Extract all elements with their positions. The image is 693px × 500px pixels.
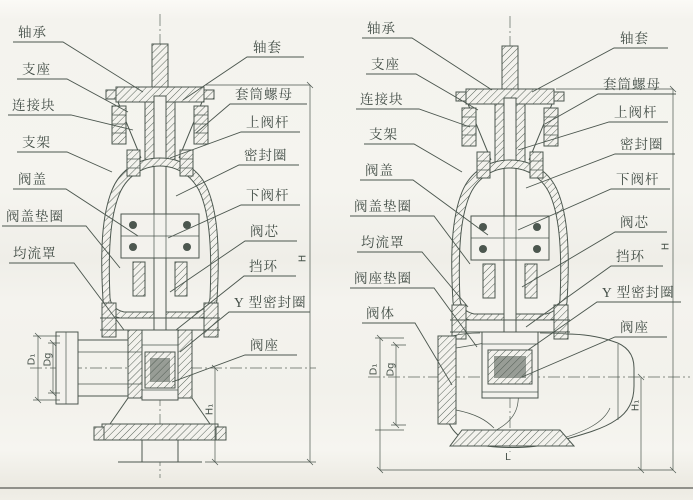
part-label-connector: 连接块 [360,92,404,107]
part-label-valve-body: 阀体 [366,306,395,321]
left-valve-stem-yoke [106,44,214,216]
part-label-retainer-ring: 挡环 [616,249,645,264]
dimension-label-h: H [297,254,309,263]
part-label-bonnet-gasket: 阀盖垫圈 [6,209,64,224]
part-label-bearing: 轴承 [18,25,47,40]
dimension-label-dg: Dg [42,352,54,367]
dimension-label-l: L [505,452,511,463]
part-label-lower-stem: 下阀杆 [246,188,290,203]
part-label-seat-gasket: 阀座垫圈 [354,271,412,286]
part-label-seal-ring: 密封圈 [620,137,664,152]
part-label-shaft-sleeve: 轴套 [253,40,282,55]
part-label-seal-ring: 密封圈 [244,148,288,163]
dimension-label-h: H [660,242,672,251]
right-valve-stem-yoke [456,46,564,218]
dimension-label-dg: Dg [385,362,397,377]
dimension-label-h1: H₁ [204,403,216,416]
left-valve-body [56,330,226,462]
part-label-plug: 阀芯 [620,215,649,230]
part-label-connector: 连接块 [12,98,56,113]
part-label-upper-stem: 上阀杆 [614,105,658,120]
part-label-bracket: 支架 [22,135,51,150]
part-label-support: 支座 [22,62,51,77]
part-label-lower-stem: 下阀杆 [616,172,660,187]
part-label-seat: 阀座 [250,338,279,353]
part-label-plug: 阀芯 [250,224,279,239]
part-label-flow-shroud: 均流罩 [13,246,57,261]
part-label-y-seal: Y 型密封圈 [234,295,307,310]
part-label-y-seal: Y 型密封圈 [602,285,675,300]
part-label-bearing: 轴承 [367,21,396,36]
dimension-label-h1: H₁ [630,399,642,412]
part-label-upper-stem: 上阀杆 [246,115,290,130]
dimension-label-d1: D₁ [368,363,380,376]
dimension-label-d1: D₁ [26,353,38,366]
part-label-sleeve-nut: 套筒螺母 [603,77,661,92]
part-label-bonnet-gasket: 阀盖垫圈 [354,199,412,214]
scan-artifact-line [0,487,693,489]
part-label-bonnet: 阀盖 [365,163,394,178]
part-label-sleeve-nut: 套筒螺母 [235,87,293,102]
part-label-seat: 阀座 [620,320,649,335]
part-label-flow-shroud: 均流罩 [361,235,405,250]
part-label-bonnet: 阀盖 [18,172,47,187]
part-label-bracket: 支架 [369,127,398,142]
part-label-support: 支座 [371,57,400,72]
right-valve-body [438,332,634,448]
part-label-shaft-sleeve: 轴套 [620,31,649,46]
part-label-retainer-ring: 挡环 [249,259,278,274]
